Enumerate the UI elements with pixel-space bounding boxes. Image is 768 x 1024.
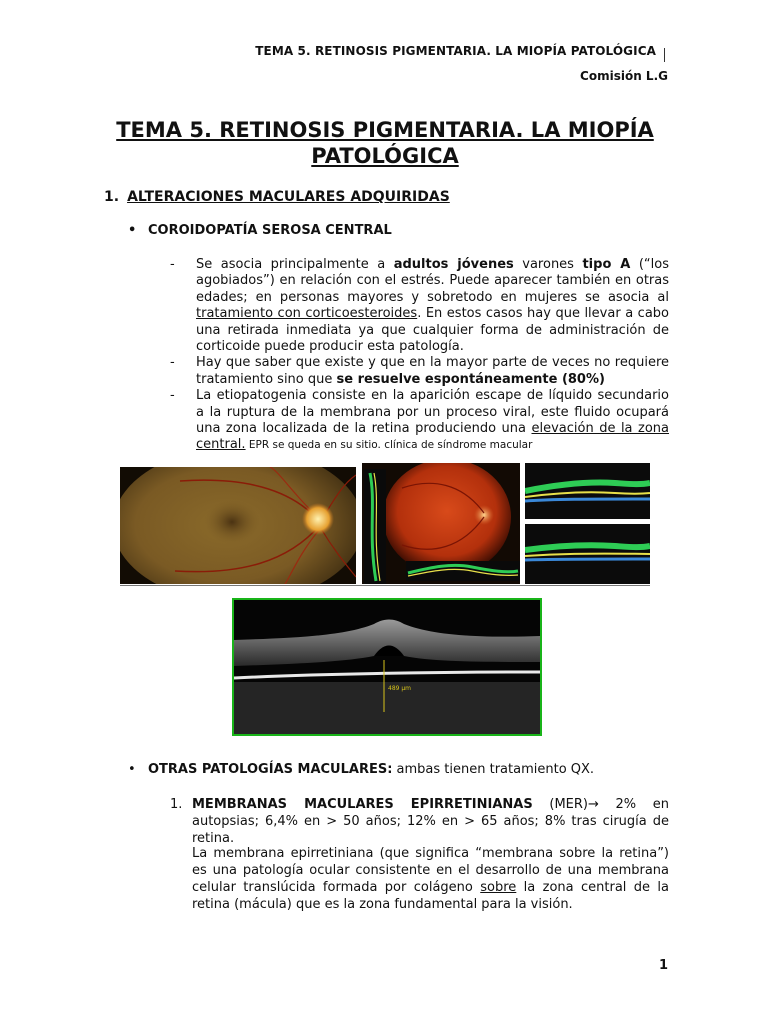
bullet-text: ambas tienen tratamiento QX. bbox=[392, 762, 595, 777]
underlined-run: sobre bbox=[480, 880, 517, 895]
body-paragraph bbox=[192, 845, 669, 913]
text-run: Hay que saber que existe y que en la mayor parte de veces no requiere tratamiento sino que bbox=[196, 355, 669, 387]
dash-list bbox=[170, 257, 669, 454]
text-run: (MER)→ 2% en autopsias; 6,4% en > 50 años; 12% en > 65 años; 8% tras cirugía de retina. bbox=[192, 797, 670, 846]
oct-measure-label: 489 µm bbox=[388, 685, 412, 692]
fundus-red-image bbox=[362, 463, 520, 584]
text-run: La membrana epirretiniana (que significa “membrana sobre la retina”) es una patología ocular consistente en el desarrollo de una membrana celular translúcida formada por colágeno bbox=[192, 846, 669, 895]
running-header-commission: Comisión L.G bbox=[580, 69, 668, 83]
dash-marker: - bbox=[170, 355, 175, 371]
bullet-heading-2 bbox=[128, 762, 594, 777]
dash-marker: - bbox=[170, 388, 175, 404]
bullet-icon: • bbox=[128, 762, 136, 777]
bold-run: se resuelve espontáneamente (80%) bbox=[336, 371, 605, 387]
image-divider bbox=[120, 585, 650, 586]
bullet-icon: • bbox=[128, 223, 137, 238]
section-number: 1. bbox=[104, 189, 120, 205]
list-item bbox=[170, 388, 669, 454]
bullet-label: OTRAS PATOLOGÍAS MACULARES: bbox=[148, 762, 393, 777]
bold-run: tipo A bbox=[582, 257, 631, 272]
text-run: . En estos casos hay que llevar a cabo una retirada inmediata ya que cualquier forma de administración de corticoide puede producir esta patología. bbox=[196, 306, 669, 355]
underlined-run: elevación de la zona central. bbox=[196, 421, 669, 453]
dash-marker: - bbox=[170, 257, 175, 272]
list-item-text bbox=[196, 388, 669, 454]
list-item bbox=[170, 355, 669, 388]
list-item-text bbox=[196, 257, 669, 355]
text-run: Se asocia principalmente a bbox=[196, 257, 394, 272]
oct-image-bottom bbox=[525, 524, 650, 584]
page-title: TEMA 5. RETINOSIS PIGMENTARIA. LA MIOPÍA PATOLÓGICA bbox=[116, 118, 654, 168]
bold-run: adultos jóvenes bbox=[393, 257, 514, 272]
oct-scan-large bbox=[232, 598, 542, 736]
bold-run: MEMBRANAS MACULARES EPIRRETINIANAS bbox=[192, 797, 533, 812]
numbered-item bbox=[170, 796, 669, 847]
section-heading bbox=[104, 189, 450, 205]
oct-image-top bbox=[525, 463, 650, 519]
underlined-run: tratamiento con corticoesteroides bbox=[196, 306, 418, 322]
text-run: la zona central de la retina (mácula) que es la zona fundamental para la visión. bbox=[192, 880, 669, 912]
item-number: 1. bbox=[170, 797, 183, 812]
list-item-text bbox=[196, 355, 669, 388]
list-item bbox=[170, 257, 669, 355]
handwritten-note: EPR se queda en su sitio. clínica de síndrome macular bbox=[245, 439, 533, 452]
bullet-heading bbox=[128, 223, 392, 238]
bullet-label: COROIDOPATÍA SEROSA CENTRAL bbox=[148, 223, 392, 238]
text-run: varones bbox=[513, 257, 583, 272]
fundus-image bbox=[120, 467, 356, 584]
header-divider bbox=[664, 48, 665, 62]
section-title: ALTERACIONES MACULARES ADQUIRIDAS bbox=[127, 189, 450, 205]
item-text bbox=[192, 796, 669, 847]
page-number: 1 bbox=[659, 958, 669, 973]
running-header-title: TEMA 5. RETINOSIS PIGMENTARIA. LA MIOPÍA PATOLÓGICA bbox=[255, 44, 656, 58]
text-run: (“los agobiados”) en relación con el estrés. Puede aparecer también en otras edades; en personas mayores y sobretodo en mujeres se asocia al bbox=[196, 257, 669, 305]
text-run: La etiopatogenia consiste en la aparición escape de líquido secundario a la ruptura de la membrana por un proceso viral, este fluido ocupará una zona localizada de la retina produciendo una bbox=[196, 388, 669, 437]
